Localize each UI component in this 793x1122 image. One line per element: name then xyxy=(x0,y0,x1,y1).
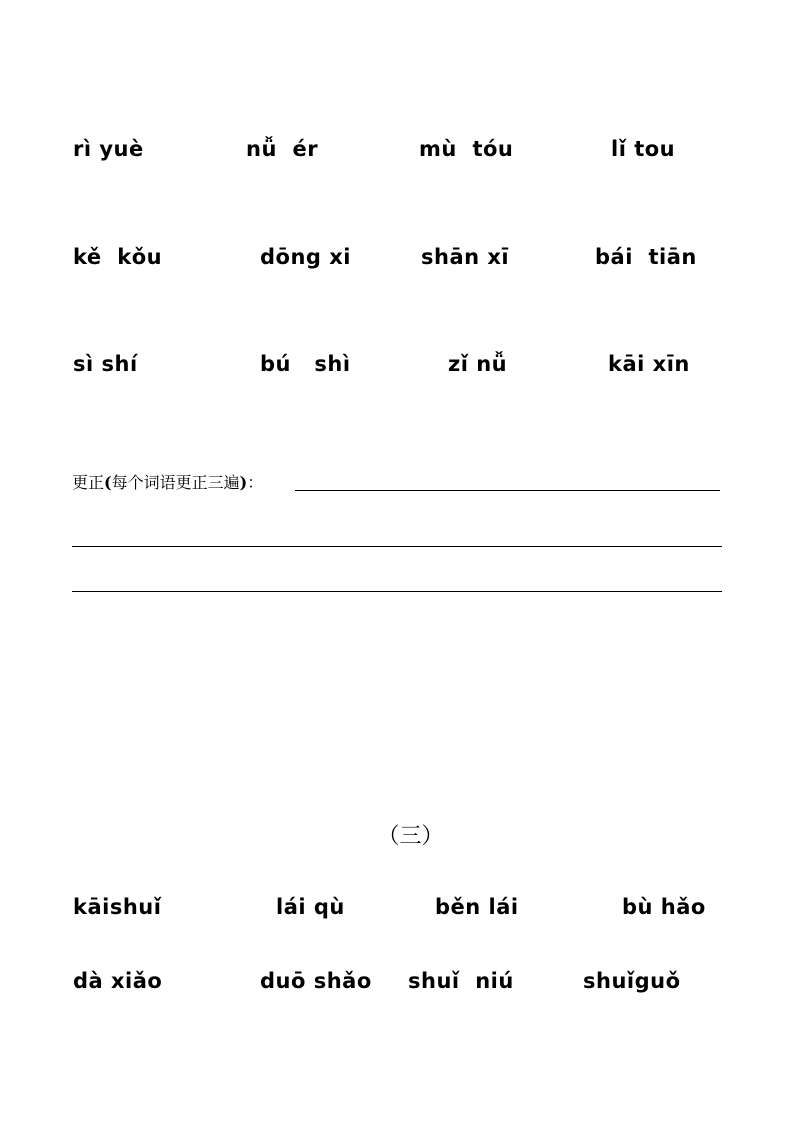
pinyin-word: nǚ ér xyxy=(246,137,319,161)
pinyin-word: dōng xi xyxy=(260,245,351,269)
pinyin-word: bù hǎo xyxy=(622,895,706,919)
pinyin-word: lái qù xyxy=(276,895,345,919)
writing-line xyxy=(72,591,722,592)
writing-line xyxy=(72,546,722,547)
correction-instruction: 每个词语更正三遍 xyxy=(111,473,240,492)
correction-label xyxy=(72,472,263,494)
pinyin-word: bú shì xyxy=(260,352,351,376)
pinyin-word: sì shí xyxy=(73,352,138,376)
pinyin-word: kāi xīn xyxy=(608,352,690,376)
section-heading: （三） xyxy=(377,824,444,849)
pinyin-word: zǐ nǚ xyxy=(448,352,508,376)
pinyin-word: duō shǎo xyxy=(260,969,372,993)
correction-label-start: 更正 xyxy=(72,473,105,492)
pinyin-word: rì yuè xyxy=(73,137,144,161)
pinyin-word: bái tiān xyxy=(595,245,697,269)
pinyin-word: mù tóu xyxy=(419,137,514,161)
pinyin-word: shuǐ niú xyxy=(408,969,514,993)
pinyin-word: dà xiǎo xyxy=(73,969,163,993)
writing-line xyxy=(295,490,720,491)
pinyin-word: kě kǒu xyxy=(73,245,163,269)
pinyin-word: shān xī xyxy=(421,245,510,269)
correction-paren-open: ( xyxy=(104,473,112,492)
correction-colon: ： xyxy=(247,473,264,492)
pinyin-word: kāishuǐ xyxy=(73,895,162,919)
pinyin-word: shuǐguǒ xyxy=(583,969,681,993)
correction-paren-close: ) xyxy=(239,473,248,492)
pinyin-word: lǐ tou xyxy=(611,137,676,161)
pinyin-word: běn lái xyxy=(435,895,519,919)
